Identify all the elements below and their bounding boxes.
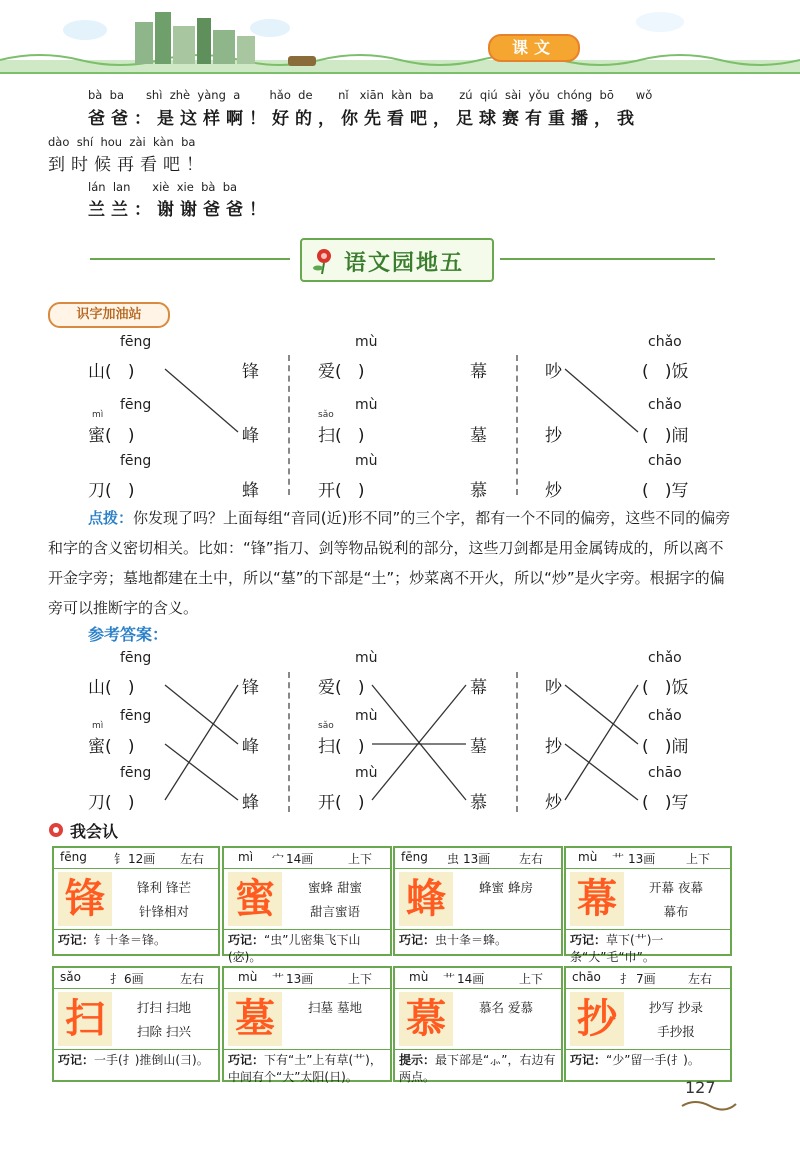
ans-right: ( )饭: [642, 678, 689, 698]
char-card: [564, 966, 732, 1082]
card-structure: 左右: [180, 972, 205, 986]
card-pinyin: mù: [238, 970, 258, 984]
section-title: 语文园地五: [344, 251, 465, 276]
ex-right: 峰: [242, 426, 259, 446]
char-card: [393, 846, 563, 956]
ex-small-pinyin: mì: [92, 410, 104, 420]
ans-pinyin: fēng: [120, 765, 152, 781]
ans-left: 刀( ): [88, 793, 135, 813]
card-character: 幕: [570, 872, 624, 926]
card-pinyin: mù: [578, 850, 598, 864]
char-card: [222, 966, 392, 1082]
ans-right: 墓: [470, 737, 487, 757]
card-pinyin: sǎo: [60, 970, 81, 984]
card-tip-label: 巧记：: [570, 1053, 607, 1067]
dialogue-pinyin-1: bà ba shì zhè yàng a hǎo de nǐ xiān kàn ba zú qiú sài yǒu chóng bō wǒ: [88, 88, 653, 102]
dialogue-line-3: 兰兰：谢谢爸爸！: [88, 200, 272, 220]
ans-pinyin: chǎo: [648, 708, 682, 724]
card-structure: 上下: [686, 852, 711, 866]
ex-right: 蜂: [242, 481, 259, 501]
ans-left: 爱( ): [318, 678, 365, 698]
ex-pinyin: chǎo: [648, 397, 682, 413]
subsection-title: 识字加油站: [48, 302, 170, 328]
card-tip: 最下部是“⺗”，右边有两点。: [399, 1053, 556, 1084]
ans-pinyin: fēng: [120, 650, 152, 666]
ex-pinyin: mù: [355, 453, 378, 469]
ans-left: 吵: [545, 678, 562, 698]
dialogue-line-1: 爸爸：是这样啊！好的，你先看吧，足球赛有重播，我: [88, 109, 640, 129]
card-tip-label: 巧记：: [570, 933, 607, 947]
card-structure: 左右: [180, 852, 205, 866]
ex-left: 山( ): [88, 362, 135, 382]
card-radical: 宀: [272, 852, 285, 866]
card-character: 锋: [58, 872, 112, 926]
note-text: 你发现了吗？上面每组“音同(近)形不同”的三个字，都有一个不同的偏旁，这些不同的偏旁和字的含义密切相关。比如：“锋”指刀、剑等物品锐利的部分，这些刀剑都是用金属铸成的，所以离不开金字旁；墓地都建在土中，所以“墓”的下部是“土”；炒菜离不开火，所以“炒”是火字旁。根据字的偏旁可以推断字的含义。: [48, 509, 731, 617]
ans-left: 抄: [545, 737, 562, 757]
card-word: 蜜蜂 甜蜜: [308, 880, 362, 895]
card-pinyin: fēng: [401, 850, 428, 864]
ex-left: 炒: [545, 481, 562, 501]
ex-left: 吵: [545, 362, 562, 382]
card-pinyin: mì: [238, 850, 254, 864]
ans-right: 峰: [242, 737, 259, 757]
card-word: 扫墓 墓地: [308, 1000, 362, 1015]
ans-pinyin: mù: [355, 708, 378, 724]
flower-bullet-icon: [48, 822, 64, 838]
ans-left: 炒: [545, 793, 562, 813]
card-tip-label: 提示：: [399, 1053, 436, 1067]
ex-right: ( )闹: [642, 426, 689, 446]
ans-left: 开( ): [318, 793, 365, 813]
card-character: 蜂: [399, 872, 453, 926]
ans-pinyin: mù: [355, 650, 378, 666]
ans-pinyin: chǎo: [648, 650, 682, 666]
card-strokes: 13画: [463, 852, 491, 866]
ex-pinyin: chǎo: [648, 334, 682, 350]
ex-right: 墓: [470, 426, 487, 446]
ans-left: 山( ): [88, 678, 135, 698]
ans-right: ( )闹: [642, 737, 689, 757]
ans-right: ( )写: [642, 793, 689, 813]
ex-pinyin: fēng: [120, 334, 152, 350]
card-structure: 上下: [348, 852, 373, 866]
card-character: 蜜: [228, 872, 282, 926]
card-tip-label: 巧记：: [228, 933, 265, 947]
ex-small-pinyin: sǎo: [318, 410, 334, 420]
ex-left: 爱( ): [318, 362, 365, 382]
card-radical: 钅: [114, 852, 127, 866]
card-strokes: 14画: [457, 972, 485, 986]
card-tip-label: 巧记：: [399, 933, 436, 947]
card-strokes: 14画: [286, 852, 314, 866]
ex-pinyin: fēng: [120, 397, 152, 413]
note-label: 点拨：: [88, 509, 134, 527]
lesson-tab: 课文: [488, 34, 580, 62]
card-word: 扫除 扫兴: [137, 1024, 191, 1039]
ex-left: 开( ): [318, 481, 365, 501]
card-character: 扫: [58, 992, 112, 1046]
card-tip: 草下(艹)一条“大”毛“巾”。: [570, 933, 664, 964]
card-tip-label: 巧记：: [228, 1053, 265, 1067]
ex-right: 幕: [470, 362, 487, 382]
card-word: 幕布: [663, 904, 689, 919]
card-structure: 左右: [519, 852, 544, 866]
card-word: 锋利 锋芒: [137, 880, 191, 895]
card-radical: 艹: [272, 972, 285, 986]
card-word: 蜂蜜 蜂房: [479, 880, 533, 895]
ans-left: 蜜( ): [88, 737, 135, 757]
card-radical: 艹: [612, 852, 625, 866]
card-word: 针锋相对: [138, 904, 189, 919]
ex-pinyin: mù: [355, 334, 378, 350]
card-radical: 扌: [620, 972, 633, 986]
card-tip: 钅十夆＝锋。: [94, 933, 167, 947]
ex-left: 抄: [545, 426, 562, 446]
card-structure: 左右: [688, 972, 713, 986]
dialogue-line-2: 到时候再看吧！: [48, 155, 209, 175]
char-card: [52, 846, 220, 956]
card-tip: 一手(扌)推倒山(彐)。: [94, 1053, 209, 1067]
card-tip-label: 巧记：: [58, 1053, 95, 1067]
ans-right: 锋: [242, 678, 259, 698]
card-radical: 虫: [447, 852, 460, 866]
card-structure: 上下: [519, 972, 544, 986]
ex-right: 慕: [470, 481, 487, 501]
ex-left: 扫( ): [318, 426, 365, 446]
ans-left: 扫( ): [318, 737, 365, 757]
learn-title: 我会认: [70, 822, 119, 841]
card-strokes: 12画: [128, 852, 156, 866]
card-character: 抄: [570, 992, 624, 1046]
ex-right: ( )写: [642, 481, 689, 501]
ex-left: 刀( ): [88, 481, 135, 501]
ex-pinyin: mù: [355, 397, 378, 413]
ex-pinyin: fēng: [120, 453, 152, 469]
card-structure: 上下: [348, 972, 373, 986]
page-number: 127: [685, 1078, 716, 1097]
ans-pinyin: fēng: [120, 708, 152, 724]
ans-right: 慕: [470, 793, 487, 813]
ex-pinyin: chāo: [648, 453, 682, 469]
card-pinyin: mù: [409, 970, 429, 984]
ans-small-pinyin: sǎo: [318, 721, 334, 731]
ans-right: 幕: [470, 678, 487, 698]
char-card: [564, 846, 732, 964]
card-tip: “少”留一手(扌)。: [606, 1053, 700, 1067]
char-card: [393, 966, 563, 1082]
ex-right: 锋: [242, 362, 259, 382]
ex-left: 蜜( ): [88, 426, 135, 446]
card-radical: 艹: [443, 972, 456, 986]
ex-right: ( )饭: [642, 362, 689, 382]
card-tip: “虫”儿密集飞下山(宓)。: [228, 933, 361, 964]
ans-right: 蜂: [242, 793, 259, 813]
card-word: 慕名 爱慕: [479, 1000, 533, 1015]
answer-label: 参考答案：: [88, 625, 169, 644]
card-strokes: 13画: [628, 852, 656, 866]
ans-pinyin: mù: [355, 765, 378, 781]
card-tip: 下有“土”上有草(艹)，中间有个“大”太阳(日)。: [228, 1053, 382, 1084]
ans-pinyin: chāo: [648, 765, 682, 781]
char-card: [222, 846, 392, 964]
card-strokes: 7画: [636, 972, 656, 986]
card-strokes: 13画: [286, 972, 314, 986]
page-swirl-icon: [680, 1096, 740, 1112]
ans-small-pinyin: mì: [92, 721, 104, 731]
card-character: 墓: [228, 992, 282, 1046]
card-tip: 虫十夆＝蜂。: [435, 933, 508, 947]
dialogue-pinyin-2: dào shí hou zài kàn ba: [48, 135, 196, 149]
card-word: 打扫 扫地: [137, 1000, 191, 1015]
card-strokes: 6画: [124, 972, 144, 986]
card-word: 抄写 抄录: [649, 1000, 703, 1015]
dialogue-pinyin-3: lán lan xiè xie bà ba: [88, 180, 238, 194]
card-radical: 扌: [110, 972, 123, 986]
card-word: 手抄报: [657, 1024, 695, 1039]
char-card: [52, 966, 220, 1082]
card-tip-label: 巧记：: [58, 933, 95, 947]
card-pinyin: chāo: [572, 970, 601, 984]
card-word: 开幕 夜幕: [649, 880, 703, 895]
card-word: 甜言蜜语: [309, 904, 360, 919]
card-character: 慕: [399, 992, 453, 1046]
card-pinyin: fēng: [60, 850, 87, 864]
